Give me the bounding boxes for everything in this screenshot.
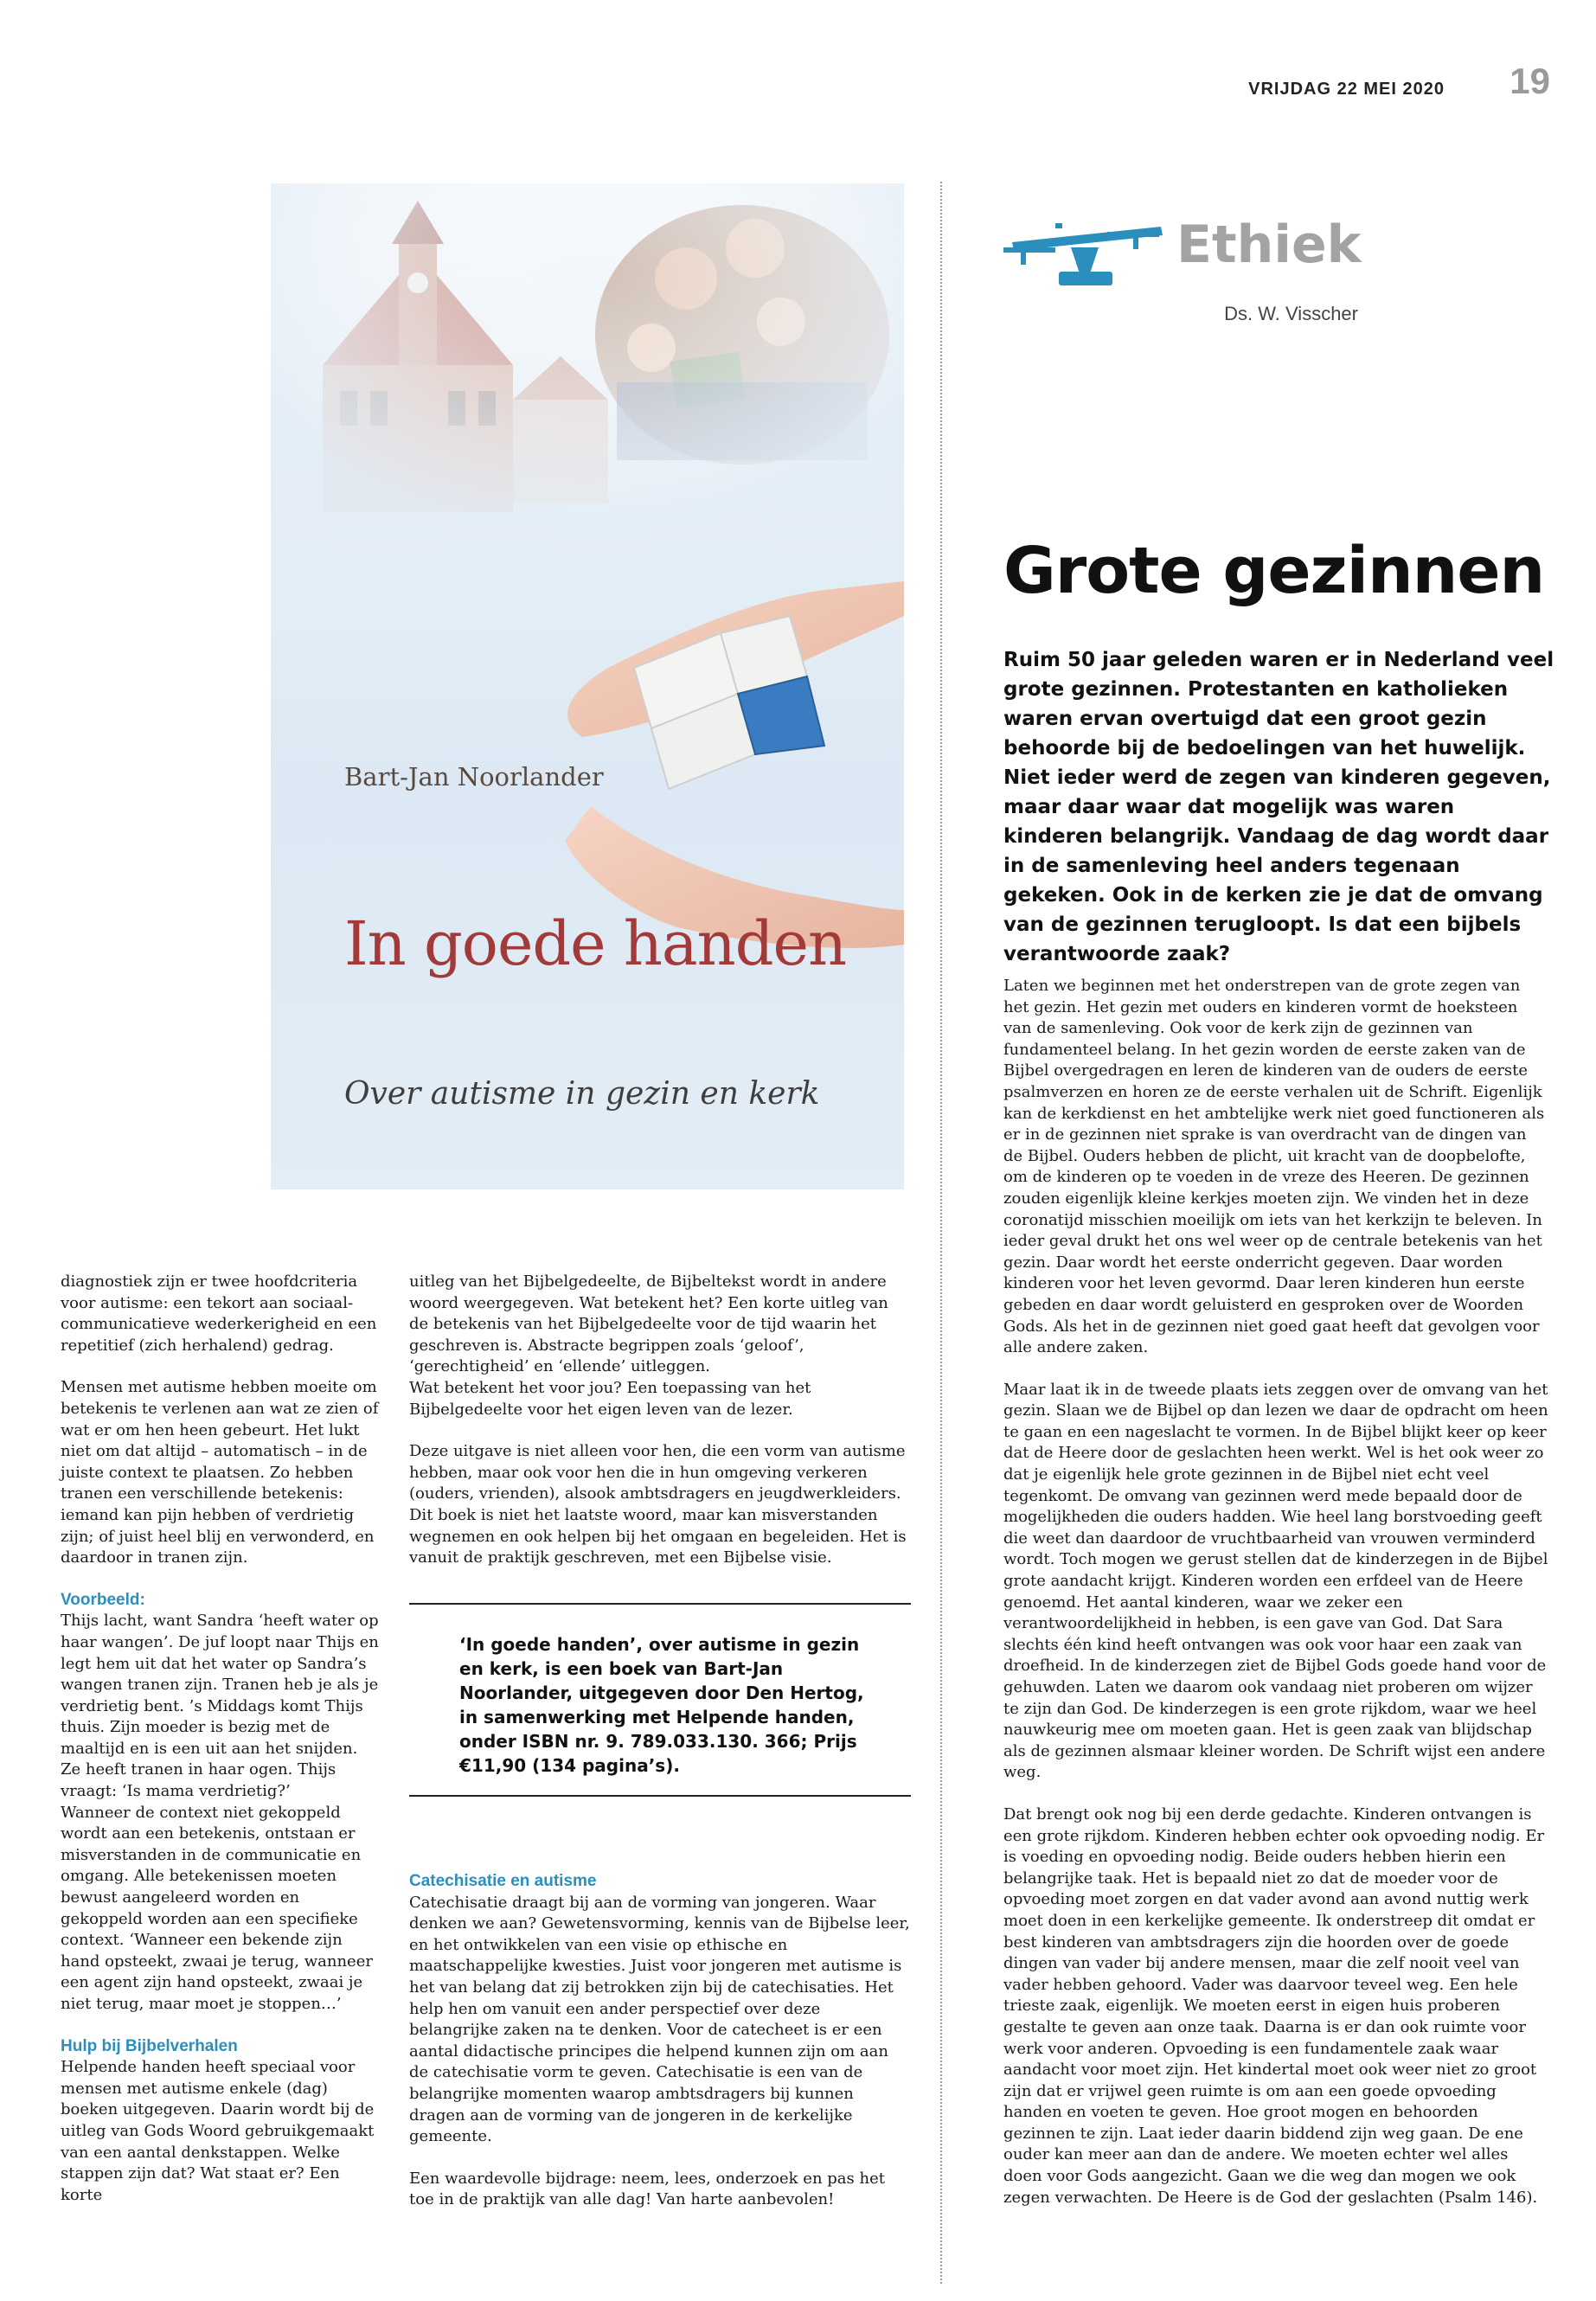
review-paragraph: Wat betekent het voor jou? Een toepassing van het Bijbelgedeelte voor het eigen leven van de lezer.	[409, 1378, 811, 1419]
review-column-2	[409, 1272, 911, 1590]
article-author: Ds. W. Visscher	[1224, 303, 1358, 324]
article-paragraph: Laten we beginnen met het onderstrepen van de grote zegen van het gezin. Het gezin met ouders en kinderen vormt de hoeksteen van de samenleving. Ook voor de kerk zijn de gezinnen van fundamenteel belang. In het gezin worden de eerste zaken van de Bijbel overgedragen en leren de kinderen van de ouders de eerste psalmverzen en horen ze de eerste verhalen uit de Schrift. Eigenlijk kan de kerkdienst en het ambtelijke werk niet goed functioneren als er in de gezinnen niet sprake is van overdracht van de dingen van de Bijbel. Ouders hebben de plicht, uit kracht van de doopbelofte, om de kinderen op te voeden in de vreze des Heeren. De gezinnen zouden eigenlijk kleine kerkjes moeten zijn. We vinden het in deze coronatijd misschien moeilijk om iets van het kerkzijn te beleven. In ieder geval drukt het ons wel weer op de centrale betekenis van het gezin. Daar wordt het eerste onderricht gegeven. Daar worden kinderen voor het leven gevormd. Daar leren kinderen hun eerste gebeden en daar wordt geluisterd en gesproken over de Woorden Gods. Als het in de gezinnen niet goed gaat heeft dat gevolgen voor alle andere zaken.	[1003, 977, 1545, 1357]
hands-puzzle-illustration	[565, 581, 904, 948]
cover-subtitle: Over autisme in gezin en kerk	[344, 1076, 820, 1112]
article-lead: Ruim 50 jaar geleden waren er in Nederland veel grote gezinnen. Protestanten en katholieken waren ervan overtuigd dat een groot gezin behoorde bij de bedoelingen van het huwelijk. Niet ieder werd de zegen van kinderen gegeven, maar daar waar dat mogelijk was waren kinderen belangrijk. Vandaag de dag wordt daar in de samenleving heel anders tegenaan gekeken. Ook in de kerken zie je dat de omvang van de gezinnen terugloopt. Is dat een bijbels verantwoorde zaak?	[1003, 649, 1554, 965]
article-paragraph: Dat brengt ook nog bij een derde gedachte. Kinderen ontvangen is een grote rijkdom. Kinderen hebben echter ook opvoeding nodig. Er is voeding en opvoeding nodig. Beide ouders hebben hierin een belangrijke taak. Het is bepaald niet zo dat de moeder voor de opvoeding moet zorgen en dat vader avond aan avond nuttig werk moet doen in een kerkelijke gemeente. Ik onderstreep dit omdat er best kinderen van ambtsdragers zijn die hoorden over de goede dingen van vader bij andere mensen, maar die zelf nooit veel van vader hebben gehoord. Vader was daarvoor teveel weg. Een hele trieste zaak, eigenlijk. We moeten eerst in eigen huis proberen gestalte te geven aan onze taak. Daarna is er dan ook ruimte voor werk voor anderen. Opvoeding is een fundamentele zaak waar aandacht voor moet zijn. Het kindertal moet ook weer niet zo groot zijn dat er vrijwel geen ruimte is om aan een goede opvoeding handen en voeten te geven. Hoe groot mogen en behoorden gezinnen te zijn. Laat ieder daarin biddend zijn weg gaan. De ene ouder kan meer aan dan de andere. We moeten echter wel alles doen voor Gods aangezicht. Gaan we die weg dan mogen we ook zegen verwachten. De Heere is de God der geslachten (Psalm 146).	[1003, 1804, 1545, 2207]
example-heading: Voorbeeld:	[61, 1590, 145, 1609]
review-paragraph: Deze uitgave is niet alleen voor hen, die een vorm van autisme hebben, maar ook voor hen die in hun omgeving verkeren (ouders, vrienden), alsook ambtsdragers en jeugdwerkleiders. Dit boek is niet het laatste woord, maar kan misverstanden wegnemen en ook helpen bij het omgaan en begeleiden. Het is vanuit de praktijk geschreven, met een Bijbelse visie.	[409, 1442, 907, 1567]
review-paragraph: uitleg van het Bijbelgedeelte, de Bijbeltekst wordt in andere woord weergegeven. Wat betekent het? Een korte uitleg van de betekenis van het Bijbelgedeelte voor de tijd waarin het geschreven is. Abstracte begrippen zoals ‘geloof’, ‘gerechtigheid’ en ‘ellende’ uitleggen.	[409, 1272, 888, 1376]
example-followup: Wanneer de context niet gekoppeld wordt aan een betekenis, ontstaan er misverstanden in de communicatie en omgang. Alle betekenissen moeten bewust aangeleerd worden en gekoppeld worden aan een specifieke context. ‘Wanneer een bekende zijn hand opsteekt, zwaai je terug, wanneer een agent zijn hand opsteekt, zwaai je niet terug, maar moet je stoppen…’	[61, 1803, 373, 2013]
header-date: VRIJDAG 22 MEI 2020	[1248, 80, 1445, 99]
column-divider	[940, 182, 942, 2284]
scale-icon	[1003, 223, 1168, 296]
book-cover-image	[271, 183, 904, 1189]
article-headline: Grote gezinnen	[1003, 534, 1545, 608]
cover-title: In goede handen	[344, 908, 847, 979]
bible-help-heading: Hulp bij Bijbelverhalen	[61, 2036, 238, 2055]
review-closing: Een waardevolle bijdrage: neem, lees, onderzoek en pas het toe in de praktijk van alle dag! Van harte aanbevolen!	[409, 2169, 885, 2209]
catechism-heading: Catechisatie en autisme	[409, 1872, 597, 1890]
review-paragraph: diagnostiek zijn er twee hoofdcriteria voor autisme: een tekort aan sociaal-communicatieve wederkerigheid en een repetitief (zich herhalend) gedrag.	[61, 1272, 377, 1355]
cover-author: Bart-Jan Noorlander	[344, 762, 604, 792]
book-info-box	[409, 1603, 911, 1797]
catechism-text: Catechisatie draagt bij aan de vorming van jongeren. Waar denken we aan? Gewetensvorming, kennis van de Bijbelse leer, en het ontwikkelen van een visie op ethische en maatschappelijke kwesties. Juist voor jongeren met autisme is het van belang dat zij betrokken zijn bij de catechisaties. Het help hen om vanuit een ander perspectief over deze belangrijke zaken na te denken. Voor de catecheet is er een aantal didactische principes die helpend kunnen zijn om aan de catechisatie vorm te geven. Catechisatie is een van de belangrijke momenten waarop ambtsdragers bij kunnen dragen aan de vorming van de jongeren in de kerkelijke gemeente.	[409, 1893, 910, 2146]
bible-help-text: Helpende handen heeft speciaal voor mensen met autisme enkele (dag) boeken uitgegeven. Daarin wordt bij de uitleg van Gods Woord gebruikgemaakt van een aantal denkstappen. Welke stappen zijn dat? Wat staat er? Een korte	[61, 2058, 375, 2204]
section-label: Ethiek	[1176, 215, 1362, 275]
review-column-1	[61, 1272, 381, 2206]
article-body	[1003, 976, 1548, 2229]
page-number: 19	[1509, 61, 1550, 101]
example-text: Thijs lacht, want Sandra ‘heeft water op haar wangen’. De juf loopt naar Thijs en legt hem uit dat het water op Sandra’s wangen tranen zijn. Tranen heb je als je verdrietig bent. ’s Middags komt Thijs thuis. Zijn moeder is bezig met de maaltijd en is een uit aan het snijden. Ze heeft tranen in haar ogen. Thijs vraagt: ‘Is mama verdrietig?’	[61, 1612, 379, 1801]
article-paragraph: Maar laat ik in de tweede plaats iets zeggen over de omvang van het gezin. Slaan we de Bijbel op dan lezen we daar de opdracht om heen te gaan en een nageslacht te vormen. In de Bijbel blijkt keer op keer dat de Heere door de geslachten heen werkt. Wel is het ook weer zo dat je eigenlijk hele grote gezinnen in de Bijbel niet echt veel tegenkomt. De omvang van gezinnen werd mede bepaald door de mogelijkheden die ouders hadden. Wie heel lang borstvoeding geeft die weet dan daardoor de vruchtbaarheid van vrouwen verminderd wordt. Toch mogen we gerust stellen dat de kinderzegen in de Bijbel grote aandacht krijgt. Kinderen worden een erfdeel van de Heere genoemd. Het aantal kinderen, waar we zeker een verantwoordelijkheid in hebben, is een gave van God. Dat Sara slechts één kind heeft ontvangen was ook voor haar een zaak van droefheid. In de kinderzegen ziet de Bijbel Gods goede hand voor de gehuwden. Laten we daarom ook vandaag niet proberen om wijzer te zijn dan God. De kinderzegen is een grote rijkdom, waar we heel nauwkeurig mee om moeten gaan. Het is geen zaak van blijdschap als de gezinnen alsmaar kleiner worden. De Schrift wijst een andere weg.	[1003, 1380, 1548, 1782]
review-paragraph: Mensen met autisme hebben moeite om betekenis te verlenen aan wat ze zien of wat er om hen heen gebeurt. Het lukt niet om dat altijd – automatisch – in de juiste context te plaatsen. Zo hebben tranen een verschillende betekenis: iemand kan pijn hebben of verdrietig zijn; of juist heel blij en verwonderd, en daardoor in tranen zijn.	[61, 1378, 379, 1567]
review-column-2-bottom	[409, 1871, 911, 2232]
book-info-text: ‘In goede handen’, over autisme in gezin en kerk, is een boek van Bart-Jan Noorlander, uitgegeven door Den Hertog, in samenwerking met Helpende handen, onder ISBN nr. 9. 789.033.130. 366; Prijs €11,90 (134 pagina’s).	[459, 1634, 864, 1776]
book-cover-illustration	[271, 183, 904, 1189]
